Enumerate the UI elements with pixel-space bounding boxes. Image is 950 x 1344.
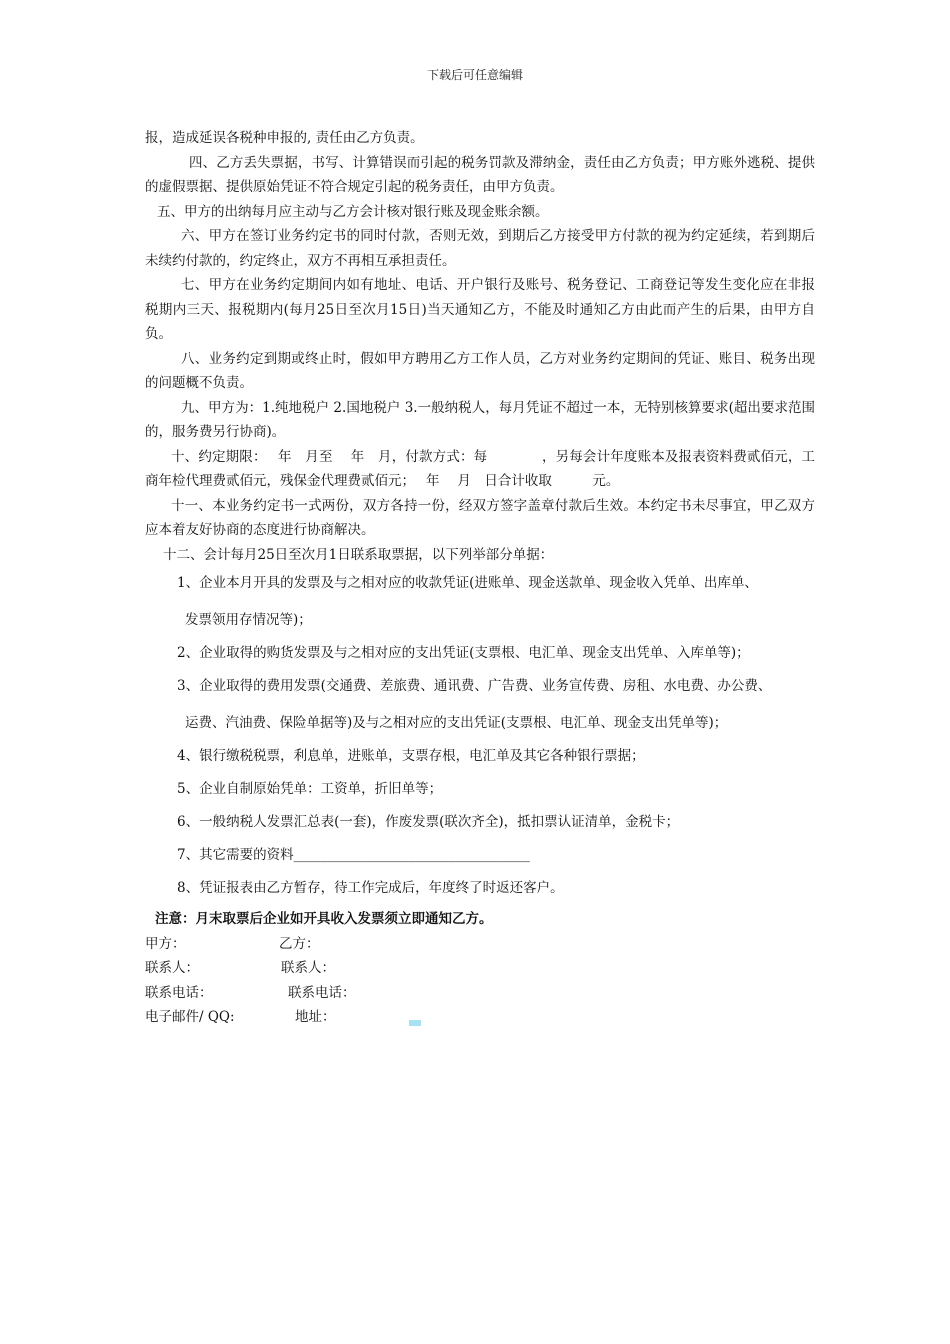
- list-item-text: 8、凭证报表由乙方暂存，待工作完成后，年度终了时返还客户。: [177, 880, 564, 896]
- clause-11: 十一、本业务约定书一式两份，双方各持一份，经双方签字盖章付款后生效。本约定书未尽事宜，甲乙双方应本着友好协商的态度进行协商解决。: [145, 497, 815, 538]
- list-item: [177, 806, 815, 839]
- party-a-contact-label: 联系人：: [145, 960, 199, 976]
- sign-row: [145, 932, 815, 957]
- list-item-text: 1、企业本月开具的发票及与之相对应的收款凭证(进账单、现金送款单、现金收入凭单、出库单、: [177, 575, 758, 591]
- clause-12: 十二、会计每月25日至次月1日联系取票据，以下列举部分单据：: [163, 546, 554, 563]
- list-item: [177, 637, 815, 670]
- note: 注意：月末取票后企业如开具收入发票须立即通知乙方。: [155, 911, 493, 927]
- clause-4: 四、乙方丢失票据，书写、计算错误而引起的税务罚款及滞纳金，责任由乙方负责；甲方账外逃税、提供的虚假票据、提供原始凭证不符合规定引起的税务责任，由甲方负责。: [145, 154, 815, 195]
- list-item-text: 2、企业取得的购货发票及与之相对应的支出凭证(支票根、电汇单、现金支出凭单、入库单等)；: [177, 645, 750, 661]
- sign-row: [145, 956, 815, 981]
- list-item: [177, 872, 815, 905]
- list-item-text: 7、其它需要的资料___________________________________: [177, 847, 530, 863]
- signature-block: [145, 932, 815, 1030]
- party-a-email-label: 电子邮件/ QQ:: [145, 1009, 235, 1025]
- clause-9: 九、甲方为：1.纯地税户 2.国地税户 3.一般纳税人，每月凭证不超过一本，无特别核算要求(超出要求范围的，服务费另行协商)。: [145, 399, 815, 440]
- list-item-text: 4、银行缴税税票，利息单，进账单，支票存根，电汇单及其它各种银行票据；: [177, 748, 645, 764]
- clause-10: 十、约定期限： 年 月至 年 月，付款方式：每 ，另每会计年度账本及报表资料费贰佰元，工商年检代理费贰佰元，残保金代理费贰佰元； 年 月 日合计收取 元。: [145, 448, 815, 489]
- clause-7: 七、甲方在业务约定期间内如有地址、电话、开户银行及账号、税务登记、工商登记等发生变化应在非报税期内三天、报税期内(每月25日至次月15日)当天通知乙方，不能及时通知乙方由此而产生的后果，由甲方自负。: [145, 277, 815, 342]
- document-body: [145, 126, 815, 1030]
- list-item: [177, 670, 815, 740]
- highlight-mark: [409, 1020, 421, 1026]
- list-item-text: 3、企业取得的费用发票(交通费、差旅费、通讯费、广告费、业务宣传费、房租、水电费、办公费、: [177, 678, 772, 694]
- party-a-phone-label: 联系电话：: [145, 984, 213, 1001]
- sign-row: [145, 981, 815, 1006]
- party-b-phone-label: 联系电话：: [288, 984, 356, 1001]
- paragraph-continued: 报，造成延误各税种申报的, 责任由乙方负责。: [145, 130, 424, 146]
- page-header: 下载后可任意编辑: [426, 68, 523, 82]
- list-item: [177, 773, 815, 806]
- list-item: [177, 567, 815, 637]
- list-item-continuation: 运费、汽油费、保险单据等)及与之相对应的支出凭证(支票根、电汇单、现金支出凭单等)；: [185, 715, 728, 731]
- party-a-label: 甲方：: [145, 935, 186, 952]
- list-item: [177, 740, 815, 773]
- party-b-address-label: 地址：: [295, 1009, 336, 1025]
- list-item-continuation: 发票领用存情况等)；: [185, 612, 312, 628]
- document-list: [145, 567, 815, 905]
- clause-8: 八、业务约定到期或终止时，假如甲方聘用乙方工作人员，乙方对业务约定期间的凭证、账目、税务出现的问题概不负责。: [145, 350, 815, 391]
- list-item-text: 6、一般纳税人发票汇总表(一套)，作废发票(联次齐全)，抵扣票认证清单，金税卡；: [177, 814, 680, 830]
- list-item-text: 5、企业自制原始凭单：工资单，折旧单等；: [177, 781, 443, 797]
- list-item: [177, 839, 815, 872]
- clause-6: 六、甲方在签订业务约定书的同时付款，否则无效，到期后乙方接受甲方付款的视为约定延续，若到期后未续约付款的，约定终止，双方不再相互承担责任。: [145, 228, 815, 269]
- sign-row: [145, 1005, 815, 1030]
- party-b-label: 乙方：: [279, 935, 320, 952]
- clause-5: 五、甲方的出纳每月应主动与乙方会计核对银行账及现金账余额。: [157, 203, 549, 220]
- party-b-contact-label: 联系人：: [281, 960, 335, 976]
